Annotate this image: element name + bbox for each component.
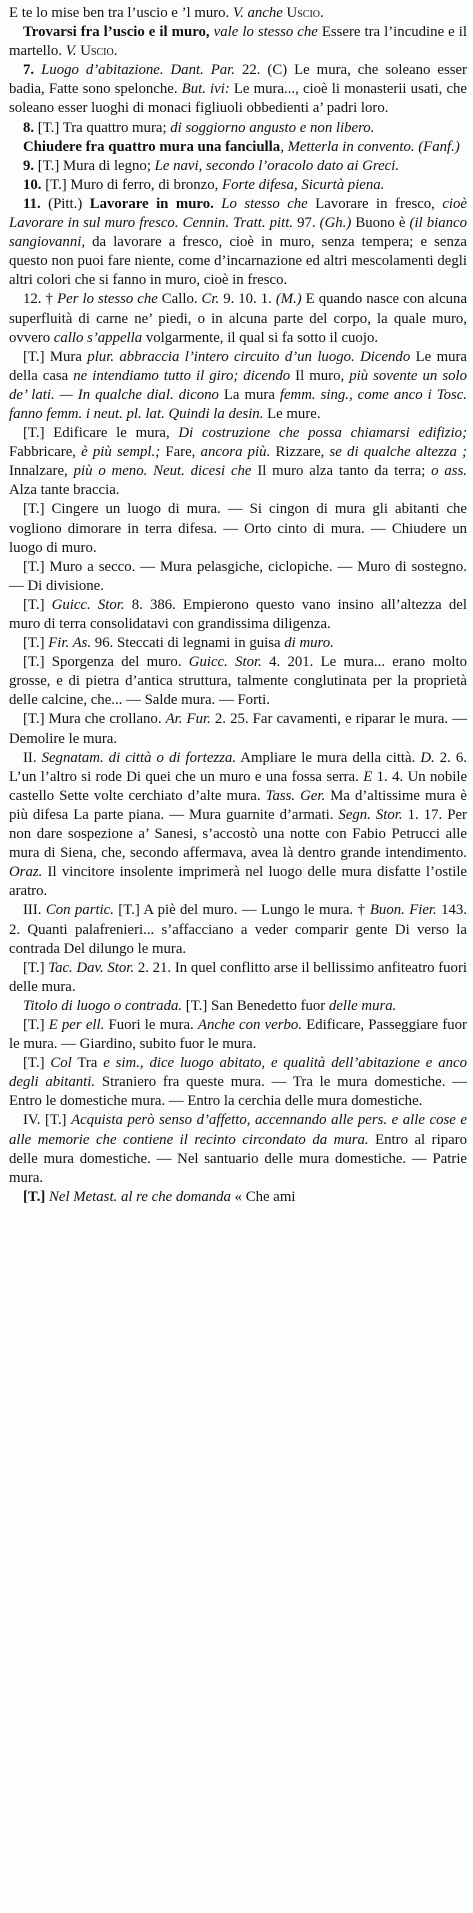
- text-run: 96. Steccati di legnami in guisa: [91, 635, 285, 652]
- text-run: Lo stesso che: [213, 195, 308, 212]
- text-run: vale lo stesso che: [209, 24, 318, 41]
- text-run: [T.] Edificare le mura,: [23, 425, 179, 442]
- text-run: più o meno. Neut. dicesi che: [73, 463, 252, 480]
- entry-paragraph: [9, 997, 467, 1016]
- text-run: [T.] Cingere un luogo di mura. — Si cingon di mura gli abitanti che vogliono dimorare in terra difesa. — Orto cinto di mura. — Chiudere un luogo di muro.: [9, 501, 467, 556]
- text-run: E: [363, 768, 373, 785]
- text-run: II.: [23, 749, 42, 766]
- text-run: [T.] Muro a secco. — Mura pelasgiche, ciclopiche. — Muro di sostegno. — Di divisione.: [9, 558, 467, 594]
- text-run: delle mura.: [328, 997, 397, 1014]
- text-run: scio: [297, 5, 321, 21]
- text-run: Le navi, secondo l’oracolo dato ai Greci.: [154, 157, 400, 174]
- text-run: Fabbricare,: [9, 444, 82, 461]
- text-run: Oraz.: [9, 864, 43, 881]
- text-run: III.: [23, 902, 46, 919]
- text-run: 9.: [23, 157, 38, 174]
- text-run: 2. 21. In quel conflitto arse il bellissimo anfiteatro fuori delle mura.: [9, 959, 467, 995]
- text-run: ne intendiamo tutto il giro; dicendo: [73, 367, 291, 384]
- entry-paragraph: [9, 176, 467, 195]
- text-run: Nel Metast. al re che domanda: [49, 1188, 231, 1205]
- text-run: Buon. Fier.: [369, 902, 437, 919]
- text-run: Anche con verbo.: [197, 1016, 303, 1033]
- text-run: Alza tante braccia.: [9, 482, 120, 499]
- text-run: 11.: [23, 195, 49, 212]
- text-run: [T.] Tra quattro mura;: [37, 119, 171, 136]
- entry-paragraph: [9, 290, 467, 347]
- text-run: [T.] Mura che crollano.: [23, 711, 166, 728]
- text-run: Fuori le mura.: [104, 1016, 198, 1033]
- entry-paragraph: [9, 138, 467, 157]
- text-run: V.: [65, 43, 77, 60]
- text-run: Con partic.: [45, 902, 114, 919]
- text-run: cioè Lavorare in sul muro fresco. Cennin. Tratt. pitt.: [9, 195, 467, 232]
- text-run: Il muro alza tanto da terra;: [251, 463, 432, 480]
- text-run: Tac. Dav. Stor.: [48, 959, 135, 976]
- text-run: Straniero fra queste mura. — Tra le mura domestiche. — Entro le domestiche mura. — Entro la cerchia delle mura domestiche.: [9, 1074, 467, 1110]
- entry-paragraph: [9, 558, 467, 596]
- text-run: [T.] Sporgenza del muro.: [23, 654, 189, 671]
- text-run: V. anche: [232, 5, 283, 21]
- text-run: Tra: [71, 1055, 104, 1072]
- text-run: se di qualche altezza ;: [329, 444, 467, 461]
- entry-paragraph: [9, 710, 467, 748]
- text-run: Trovarsi fra l’uscio e il muro,: [23, 24, 210, 41]
- text-run: 8. 386. Empierono questo vano insino all’altezza del muro di terra consolidatavi con grandissima diligenza.: [9, 596, 467, 632]
- text-run: femm. sing., come anco i Tosc. fanno femm. i neut. pl. lat. Quindi la desin.: [9, 386, 467, 422]
- text-run: di muro.: [284, 635, 334, 652]
- text-run: Per lo stesso che: [57, 291, 158, 308]
- text-run: [T.]: [23, 635, 49, 652]
- text-run: è più sempl.;: [81, 444, 161, 461]
- text-run: 1. 17. Per non dare sospezione a’ Sanesi, s’accostò una notte con Fabio Petrucci alle mura di Siena, che, secondo affermava, avea là dentro grande intendimento.: [9, 806, 467, 862]
- text-run: « Che ami: [230, 1188, 296, 1205]
- text-run: Lavorare in fresco,: [307, 195, 443, 212]
- entry-paragraph: [9, 157, 467, 176]
- text-run: E per ell.: [48, 1016, 105, 1033]
- text-run: Le mure.: [263, 405, 321, 422]
- text-run: Titolo di luogo o contrada.: [23, 997, 183, 1014]
- text-run: Rizzare,: [270, 444, 330, 461]
- text-run: (il bianco sangiovanni,: [9, 215, 467, 251]
- text-run: Tass. Ger.: [265, 787, 326, 804]
- text-run: Le mura..., cioè li monasterii usati, che soleano esser luoghi di monaci figliuoli obbedienti a’ padri loro.: [9, 81, 467, 117]
- text-run: 4. 201. Le mura... erano molto grosse, e di pietra d’antica struttura, talmente conglutinata per la proprietà delle calcine, che... — Salde mura. — Forti.: [9, 654, 467, 709]
- text-run: Col: [50, 1055, 72, 1072]
- text-run: U: [76, 43, 91, 60]
- entry-paragraph: [9, 4, 467, 23]
- entry-paragraph: [9, 596, 467, 634]
- entry-paragraph: [9, 424, 467, 500]
- entry-paragraph: [9, 1111, 467, 1187]
- text-run: più sovente un solo de’ lati. — In qualche dial. dicono: [9, 367, 468, 403]
- text-run: Essere tra l’incudine e il martello.: [9, 24, 467, 60]
- text-run: Lavorare in muro.: [89, 195, 214, 212]
- text-run: Fir. As.: [48, 635, 92, 652]
- entry-paragraph: [9, 1016, 467, 1054]
- text-run: [T.]: [23, 596, 52, 613]
- entry-paragraph: [9, 61, 467, 118]
- text-run: Luogo d’abitazione. Dant. Par.: [41, 62, 235, 79]
- text-run: .: [320, 5, 324, 21]
- text-run: 12. †: [23, 291, 58, 308]
- text-run: U: [282, 5, 298, 21]
- entry-paragraph: [9, 1054, 467, 1111]
- text-run: [T.] Mura di legno;: [37, 157, 155, 174]
- text-run: 1. 4. Un nobile castello Sette volte cerchiato d’alte mura.: [9, 768, 468, 804]
- text-run: o ass.: [431, 463, 468, 480]
- text-run: (Pitt.): [48, 195, 90, 212]
- text-run: But. ivi:: [181, 81, 230, 98]
- text-run: callo s’appella: [53, 329, 143, 346]
- text-run: IV. [T.]: [23, 1112, 72, 1129]
- text-run: 8.: [23, 119, 38, 136]
- text-run: (M.): [275, 291, 302, 308]
- text-run: Ar. Fur.: [165, 711, 211, 728]
- text-run: Le mura della casa: [9, 348, 467, 384]
- text-run: [T.]: [23, 1016, 49, 1033]
- entry-paragraph: [9, 119, 467, 138]
- text-run: 7.: [23, 62, 42, 79]
- text-run: [T.] A piè del muro. — Lungo le mura. †: [113, 902, 370, 919]
- text-run: Innalzare,: [9, 463, 74, 480]
- text-run: ,: [280, 138, 288, 155]
- entry-paragraph: [9, 634, 467, 653]
- text-run: plur. abbraccia l’intero circuito d’un luogo. Dicendo: [87, 348, 411, 365]
- text-run: ancora più.: [200, 444, 271, 461]
- entry-paragraph: [9, 500, 467, 557]
- text-run: Segnatam. di città o di fortezza.: [41, 749, 237, 766]
- entry-paragraph: [9, 1188, 467, 1207]
- entry-paragraph: [9, 195, 467, 290]
- text-run: Fare,: [160, 444, 201, 461]
- text-run: [T.] Muro di ferro, di bronzo,: [45, 176, 223, 193]
- text-run: Buono è: [351, 215, 410, 232]
- text-run: Edificare, Passeggiare fuor le mura. — Giardino, subito fuor le mura.: [9, 1016, 467, 1053]
- text-run: 9. 10. 1.: [219, 291, 276, 308]
- text-run: scio: [90, 43, 114, 60]
- text-run: (Gh.): [319, 215, 352, 232]
- entry-paragraph: [9, 348, 467, 424]
- text-run: [T.] San Benedetto fuor: [182, 997, 329, 1014]
- text-run: 143. 2. Quanti palafrenieri... s’affacciano a veder comparir gente Di verso la contrada Del dilungo le mura.: [9, 902, 467, 957]
- text-run: di soggiorno angusto e non libero.: [170, 119, 375, 136]
- entry-paragraph: [9, 23, 467, 61]
- text-run: Cr.: [201, 291, 220, 308]
- text-run: Acquista però senso d’affetto, accennando alle pers. e alle cose e alle memorie che contiene il recinto circondato da mura.: [9, 1112, 467, 1148]
- text-run: e sim., dice luogo abitato, e qualità dell’abitazione e anco degli abitanti.: [9, 1055, 467, 1091]
- text-run: Entro al riparo delle mura domestiche. — Nel santuario delle mura domestiche. — Patrie mura.: [9, 1131, 468, 1186]
- text-run: Chiudere fra quattro mura una fanciulla: [23, 138, 281, 155]
- entry-paragraph: [9, 749, 467, 902]
- text-run: E quando nasce con alcuna superfluità di carne ne’ piedi, o in alcuna parte del corpo, la quale muro, ovvero: [9, 291, 468, 346]
- entry-paragraph: [9, 901, 467, 958]
- text-run: 2. 25. Far cavamenti, e riparar le mura. — Demolire le mura.: [9, 711, 467, 747]
- text-run: Guicc. Stor.: [51, 596, 125, 613]
- text-run: Il muro,: [290, 367, 350, 384]
- text-run: 10.: [23, 176, 46, 193]
- text-run: Callo.: [157, 291, 202, 308]
- text-run: [T.] Mura: [23, 348, 88, 365]
- entry-paragraph: [9, 959, 467, 997]
- text-run: [T.]: [23, 1188, 50, 1205]
- text-run: D.: [420, 749, 435, 766]
- text-run: Il vincitore insolente imprimerà nel luogo delle mura disfatte l’ostile aratro.: [9, 864, 467, 900]
- text-run: Ampliare le mura della città.: [236, 749, 421, 766]
- text-run: Segn. Stor.: [338, 806, 403, 823]
- text-run: Forte difesa, Sicurtà piena.: [222, 176, 385, 193]
- text-run: 97.: [293, 215, 320, 232]
- text-run: [T.]: [23, 1055, 51, 1072]
- text-run: 2. 6. L’un l’altro si rode Di quei che un muro e una fossa serra.: [9, 749, 468, 785]
- text-run: Ma d’altissime mura è più difesa La parte piana. — Mura guarnite d’armati.: [9, 787, 467, 823]
- text-run: [T.]: [23, 959, 49, 976]
- text-run: Di costruzione che possa chiamarsi edifizio;: [178, 425, 467, 442]
- entry-list: [9, 4, 467, 1207]
- text-run: volgarmente, il qual si fa sotto il cuojo.: [142, 329, 379, 346]
- text-run: E te lo mise ben tra l’uscio e ’l muro.: [9, 5, 233, 21]
- entry-paragraph: [9, 653, 467, 710]
- text-run: da lavorare a fresco, cioè in muro, senza tempera; e senza questo non puoi fare niente, come d’incarnazione ed altri mescolamenti degli altri colori che si fanno in muro, cioè in fresco.: [9, 234, 467, 289]
- text-run: La mura: [218, 386, 280, 403]
- text-run: Metterla in convento. (Fanf.): [287, 138, 460, 155]
- text-run: 22. (C) Le mura, che soleano esser badia, Fatte sono spelonche.: [9, 62, 467, 98]
- text-run: .: [113, 43, 118, 60]
- text-run: Guicc. Stor.: [188, 654, 262, 671]
